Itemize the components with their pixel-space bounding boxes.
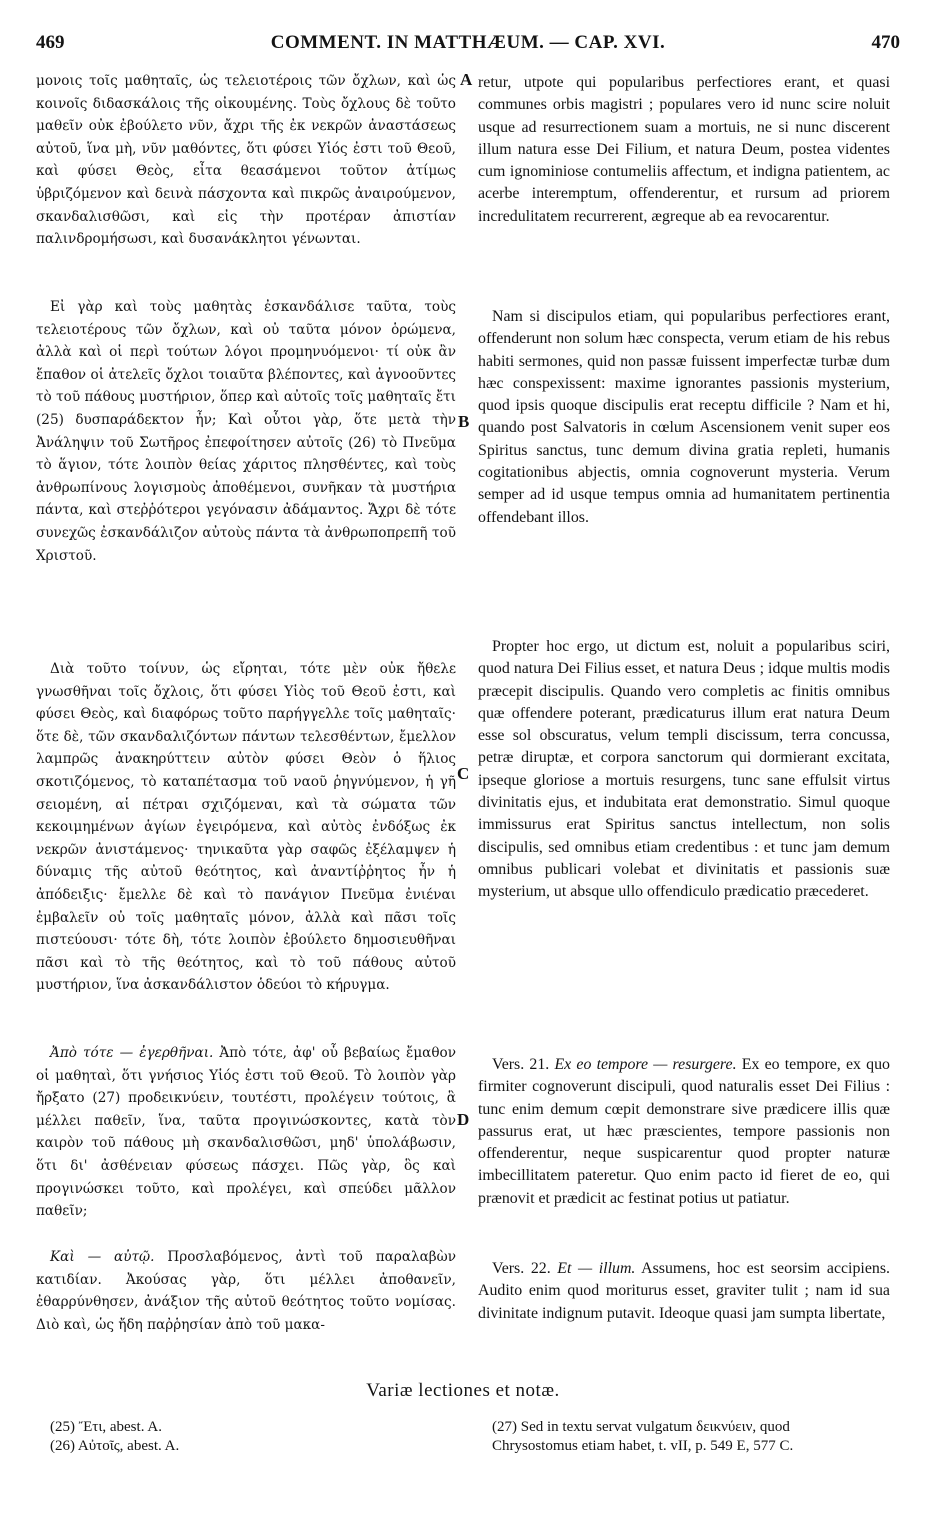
note-27-line-2: Chrysostomus etiam habet, t. vII, p. 549 E, 577 C.: [492, 1438, 794, 1454]
latin-paragraph-3: Propter hoc ergo, ut dictum est, noluit a popularibus sciri, quod natura Dei Filius esset, et natura Deus ; idque multis modis præcepit discipulis. Quando vero completis ac finitis omnibus quæ offendere poterant, prædicaturus illum erat natura Deum esse sol obscuratus, velum templi discissum, terra concussa, petræ diruptæ, et corpora sanctorum qui dormierant excitata, ipseque gloriose a mortuis resurgens, tunc sane effulsit virtus divinitatis ejus, et indubitata erat demonstratio. Simul quoque immissurus erat Spiritus sanctus intellectum, non solis discipulis, sed omnibus etiam credentibus : et tunc jam demum omnibus publicari volebat et divinitatis et passionis suæ mysterium, ut absque ullo offendiculo prædicatio præcederet.: [478, 638, 890, 901]
latin-paragraph-5: [478, 1258, 890, 1325]
page-number-right: 470: [871, 32, 900, 53]
margin-letter-a: A: [460, 70, 473, 89]
greek-paragraph-1: μονοις τοῖς μαθηταῖς, ὡς τελειοτέροις τῶν ὄχλων, καὶ ὡς κοινοῖς διδασκάλοις τῆς οἰκουμένης. Τοὺς ὄχλους δὲ τοῦτο μαθεῖν οὐκ ἐβούλετο νῦν, ἄχρι τῆς ἐκ νεκρῶν ἀναστάσεως αὐτοῦ, ἵνα μὴ, νῦν μαθόντες, ὅτι φύσει Υἱός ἐστι τοῦ Θεοῦ, καὶ φύσει Θεὸς, εἶτα θεασάμενοι τοῦτον ἀτίμως ὑβριζόμενον καὶ δεινὰ πάσχοντα καὶ πικρῶς ἀναιρούμενον, σκανδαλισθῶσι, καὶ εἰς τὴν προτέραν ἀπιστίαν παλινδρομήσωσι, καὶ δυσανάκλητοι γένωνται.: [36, 73, 456, 248]
latin-verse-ref-4: Vers. 21.: [492, 1056, 550, 1073]
note-25: (25) Ἔτι, abest. A.: [50, 1419, 162, 1435]
latin-lemma-5: Et — illum.: [557, 1260, 636, 1277]
note-26: (26) Αὐτοῖς, abest. A.: [50, 1438, 180, 1454]
latin-lemma-4: Ex eo tempore — resurgere.: [554, 1056, 737, 1073]
notes-right: [492, 1418, 900, 1456]
latin-verse-ref-5: Vers. 22.: [492, 1260, 551, 1277]
greek-paragraph-4: [36, 1042, 456, 1223]
greek-lemma-5: Καὶ — αὐτῷ.: [50, 1249, 155, 1265]
running-header: [36, 32, 900, 62]
latin-paragraph-4: [478, 1054, 890, 1210]
greek-lemma-4: Ἀπὸ τότε — ἐγερθῆναι.: [50, 1045, 214, 1061]
greek-paragraph-5: [36, 1246, 456, 1336]
greek-text-4: Ἀπὸ τότε, ἀφ' οὗ βεβαίως ἔμαθον οἱ μαθηταὶ, ὅτι γνήσιος Υἱός ἐστι τοῦ Θεοῦ. Τὸ λοιπὸν γὰρ ἤρξατο (27) προδεικνύειν, τουτέστι, προλέγειν τούτοις, ἃ μέλλει παθεῖν, ἵνα, ταῦτα προγινώσκοντες, κατὰ τὸν καιρὸν τοῦ πάθους μὴ σκανδαλισθῶσι, μηδ' ὑπολάβωσιν, ὅτι δι' ἀσθένειαν φύσεως πάσχει. Πῶς γὰρ, ὃς καὶ προγινώσκει τοῦτο, καὶ προλέγει, καὶ σπεύδει μᾶλλον παθεῖν;: [36, 1045, 456, 1220]
greek-text-5: Προσλαβόμενος, ἀντὶ τοῦ παραλαβὼν κατιδίαν. Ἀκούσας γὰρ, ὅτι μέλλει ἀποθανεῖν, ἐθαρρύνθησεν, ἀνάξιον τῆς αὐτοῦ θεότητος τοῦτο νομίσας. Διὸ καὶ, ὡς ἤδη παῤῥησίαν ἀπὸ τοῦ μακα-: [36, 1249, 456, 1333]
greek-paragraph-2: Εἰ γὰρ καὶ τοὺς μαθητὰς ἐσκανδάλισε ταῦτα, τοὺς τελειοτέρους τῶν ὄχλων, καὶ οὐ ταῦτα μόνον ὁρώμενα, ἀλλὰ καὶ οἱ περὶ τούτων λόγοι προμηνυόμενοι· τί οὐκ ἂν ἔπαθον οἱ ἀτελεῖς ὄχλοι τοιαῦτα βλέποντες, καὶ ἀγνοοῦντες τὸ τοῦ πάθους μυστήριον, ὅπερ καὶ αὐτοῖς τοῖς μαθηταῖς ἔτι (25) δυσπαράδεκτον ἦν; Καὶ οὗτοι γὰρ, ὅτε μετὰ τὴν Ἀνάληψιν τοῦ Σωτῆρος ἐπεφοίτησεν αὐτοῖς (26) τὸ Πνεῦμα τὸ ἅγιον, τότε λοιπὸν θείας χάριτος πλησθέντες, καὶ τοὺς ἀνθρωπίνους λογισμοὺς ἀποθέμενοι, συνῆκαν τὰ μυστήρια πάντα, καὶ στεῤῥότεροι γεγόνασιν ἀδάμαντος. Ἄχρι δὲ τότε συνεχῶς ἐσκανδάλιζον αὐτοὺς πάντα τὰ ἀνθρωποπρεπῆ τοῦ Χριστοῦ.: [36, 299, 456, 564]
latin-text-5: Assumens, hoc est seorsim accipiens. Audito enim quod moriturus esset, graviter tulit ; nam id sua divinitate indignum putavit. Ideoque quasi jam sumpta libertate,: [478, 1260, 890, 1322]
notes-left: [50, 1418, 450, 1456]
note-27-line-1: (27) Sed in textu servat vulgatum δεικνύειν, quod: [492, 1419, 790, 1435]
running-title: COMMENT. IN MATTHÆUM. — CAP. XVI.: [270, 32, 666, 53]
margin-letter-b: B: [458, 412, 470, 431]
latin-text-4: Ex eo tempore, ex quo firmiter cognoverunt discipuli, quod naturalis esset Dei Filius : tunc enim demum cœpit demonstrare sive prædicere illis quæ passurus erat, ut hæc præscientes, tempore passionis non offenderentur, neque suspicarentur quod propter naturæ imbecillitatem pateretur. Quo enim pacto id fieret de eo, qui prænovit et prædicit ac festinat potius ut patiatur.: [478, 1056, 890, 1207]
page-number-left: 469: [36, 32, 65, 53]
latin-paragraph-1: retur, utpote qui popularibus perfectiores erant, et quasi communes orbis magistri ; populares vero id nunc scire noluit usque ad resurrectionem suam a mortuis, ne si nunc discerent illum natura esse Dei Filium, et natura Deum, postea videntes cum ignominiose contumeliis affectum, et indigna patientem, ac acerbe interemptum, offenderentur, et rursum ad priorem incredulitatem recurrerent, ægreque ab ea revocarentur.: [478, 74, 890, 225]
latin-paragraph-2: Nam si discipulos etiam, qui popularibus perfectiores erant, offenderunt non solum hæc conspecta, verum etiam de his rebus habiti sermones, quid non passæ fuissent imperfectæ turbæ dum hæc conspexissent: maxime ignorantes passionis mysterium, quod ipsis quoque discipulis erat receptu difficile ? Nam et hi, quando post Salvatoris in cœlum Ascensionem venit super eos Spiritus sanctus, tunc demum divina gratia repleti, humanis cogitationibus abjectis, omnia cognoverunt mysteria. Verum semper ad id usque tempus omnia ad humanitatem pertinentia offendebant illos.: [478, 308, 890, 526]
margin-letter-d: D: [457, 1110, 470, 1129]
margin-letter-c: C: [457, 764, 470, 783]
greek-paragraph-3: Διὰ τοῦτο τοίνυν, ὡς εἴρηται, τότε μὲν οὐκ ἤθελε γνωσθῆναι τοῖς ὄχλοις, ὅτι φύσει Υἱὸς τοῦ Θεοῦ ἐστι, καὶ φύσει Θεὸς, καὶ διαφόρως τοῦτο παρήγγελλε τοῖς μαθηταῖς· ὅτε δὲ, τῶν σκανδαλιζόντων πάντων τελεσθέντων, ἔμελλον λαμπρῶς ἀνακηρύττειν αὐτὸν φύσει Θεὸν ὁ ἥλιος σκοτιζόμενος, τὸ καταπέτασμα τοῦ ναοῦ ῥηγνύμενον, ἡ γῆ σειομένη, αἱ πέτραι σχιζόμεναι, καὶ τὰ σώματα τῶν κεκοιμημένων ἁγίων ἐγειρόμενα, καὶ αὐτὸς ἐνδόξως ἐκ νεκρῶν ἀνιστάμενος· τηνικαῦτα γὰρ σαφῶς ἐξέλαμψεν ἡ δύναμις τῆς αὐτοῦ θεότητος, καὶ ἀναντίῤῥητος ἦν ἡ ἀπόδειξις· ἔμελλε δὲ καὶ τὸ πανάγιον Πνεῦμα ἐνιέναι ἐμβαλεῖν οὐ τοῖς μαθηταῖς μόνον, ἀλλὰ καὶ πᾶσι τοῖς πιστεύουσι· τότε δὴ, τότε λοιπὸν ἐβούλετο δημοσιευθῆναι πᾶσι καὶ τὸ τῆς θεότητος, καὶ τὸ τοῦ πάθους αὐτοῦ μυστήριον, ἵνα ἀσκανδάλιστον ὁδεύοι τὸ κήρυγμα.: [36, 661, 456, 994]
notes-heading: Variæ lectiones et notæ.: [366, 1380, 560, 1401]
